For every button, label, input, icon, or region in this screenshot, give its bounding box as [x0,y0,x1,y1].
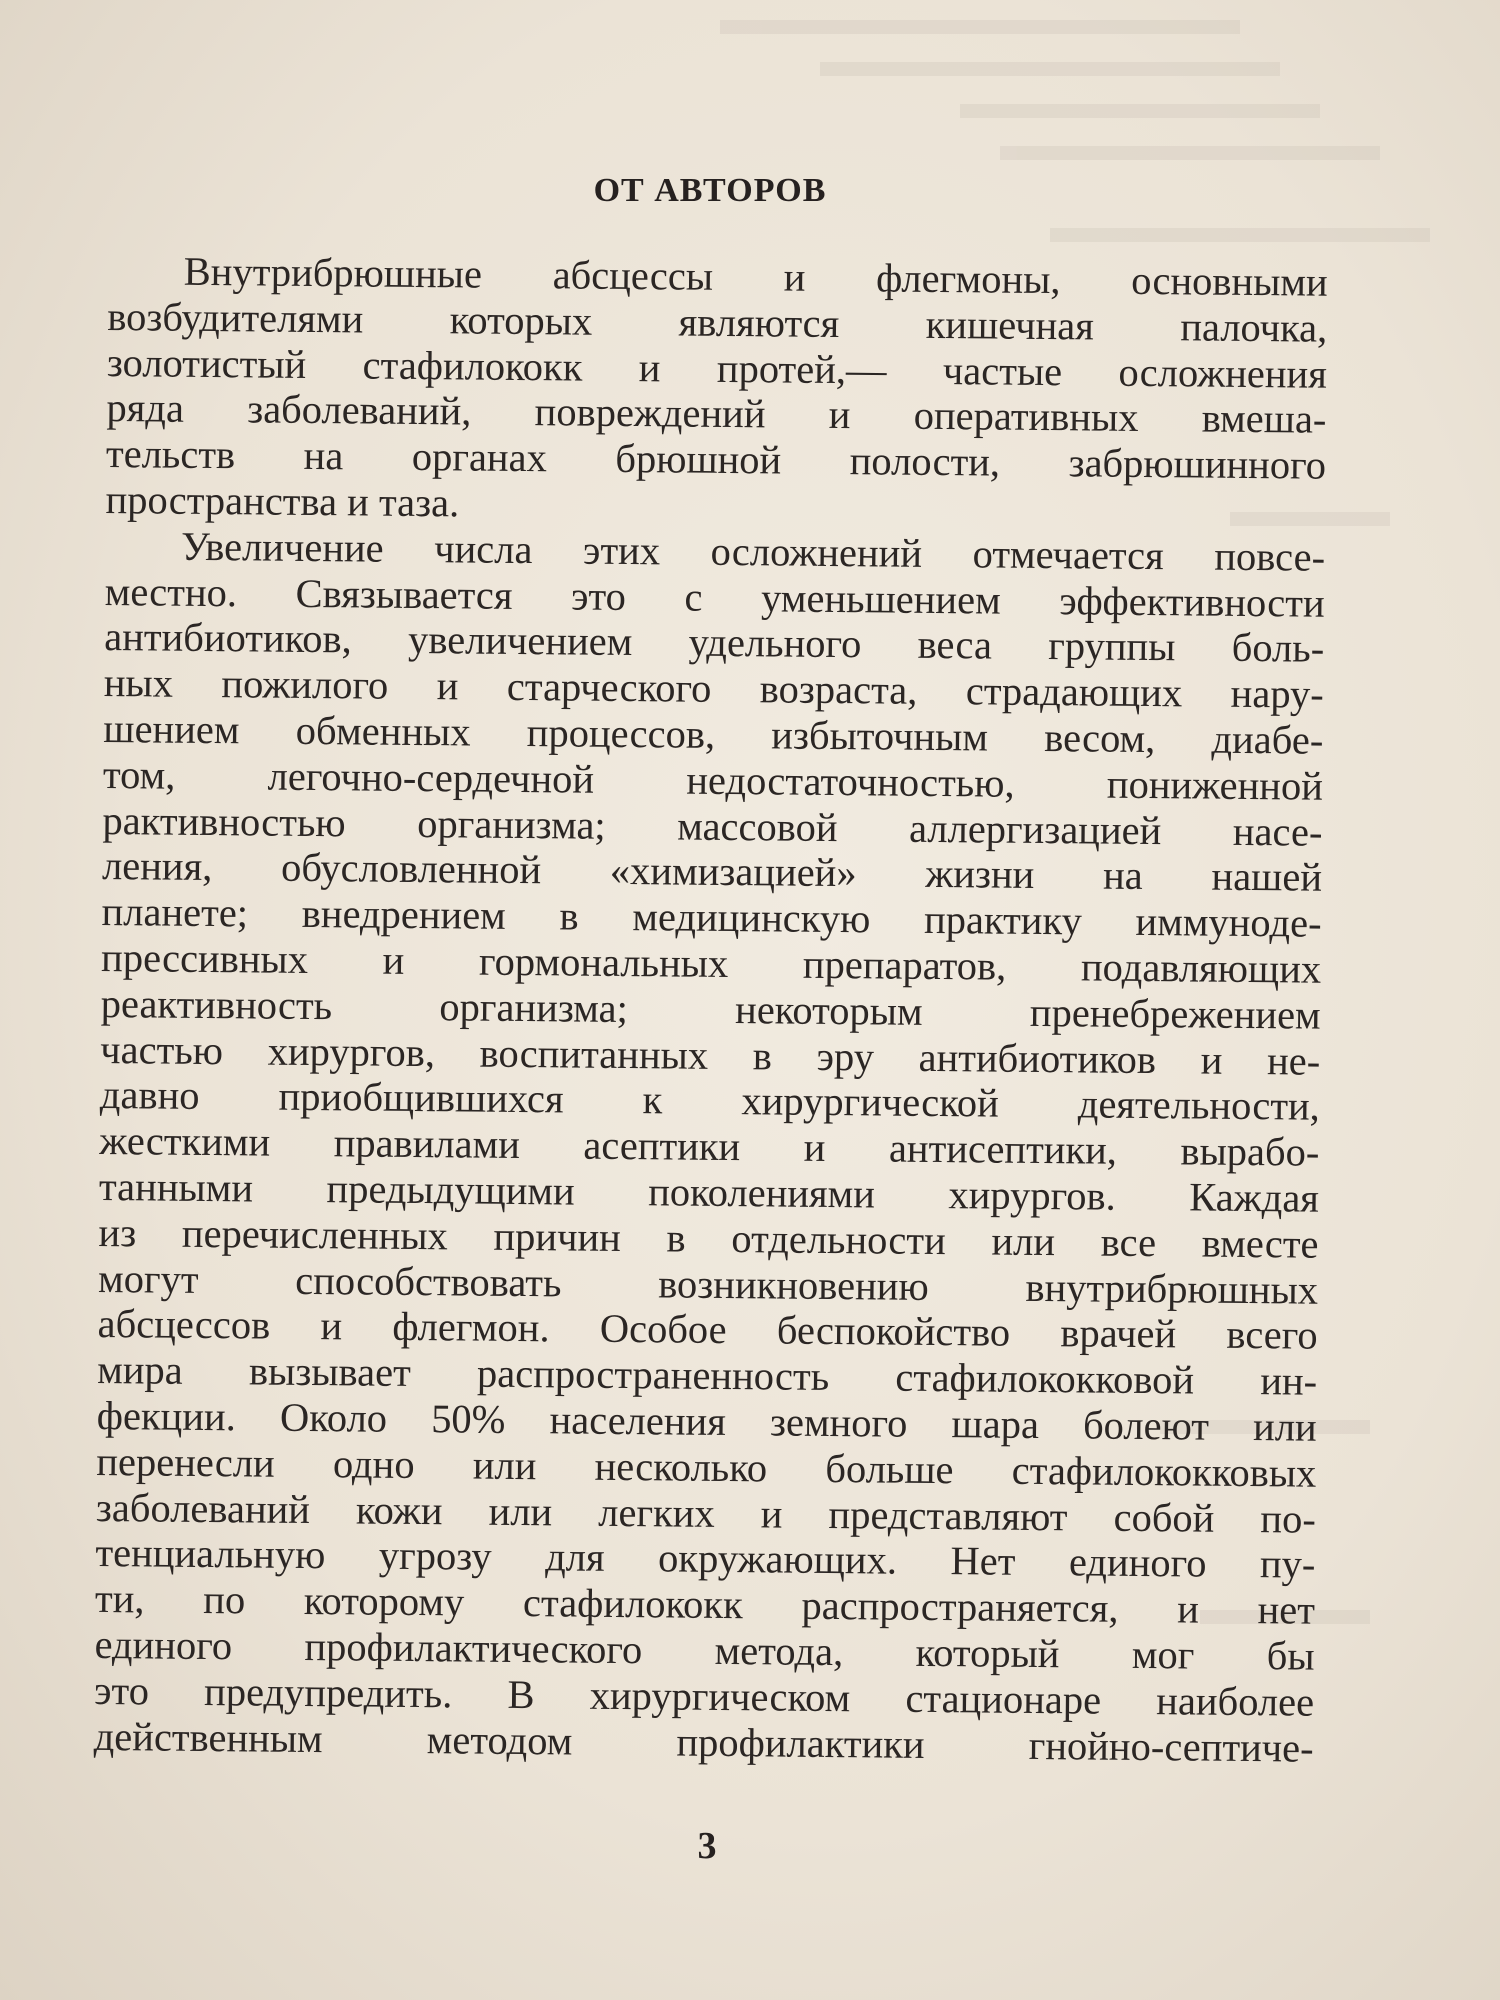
show-through-line [820,62,1280,76]
text-line: ти, по которому стафилококк распространяется, и нет [94,1576,1316,1633]
text-line: это предупредить. В хирургическом стационаре наиболее [93,1667,1315,1725]
text-line: планете; внедрением в медицинскую практику иммуноде- [101,889,1322,946]
text-line: действенным методом профилактики гнойно-септиче- [93,1713,1314,1771]
page-number: 3 [697,1825,717,1867]
text-line: Увеличение числа этих осложнений отмечается повсе- [180,523,1326,580]
text-line: Внутрибрюшные абсцессы и флегмоны, основными [183,248,1328,305]
show-through-line [720,20,1240,34]
text-line: давно приобщившихся к хирургической деятельности, [99,1072,1321,1130]
paragraph [93,523,1325,1771]
text-line: из перечисленных причин в отдельности или все вместе [98,1209,1319,1267]
text-line: мира вызывает распространенность стафилококковой ин- [97,1347,1318,1404]
show-through-line [1000,146,1380,160]
text-line: жесткими правилами асептики и антисептики, вырабо- [99,1118,1320,1175]
text-line: шением обменных процессов, избыточным весом, диабе- [103,705,1324,763]
text-line: заболеваний кожи или легких и представляют собой по- [95,1484,1317,1542]
text-line: тенциальную угрозу для окружающих. Нет единого пу- [95,1530,1316,1587]
text-line: частью хирургов, воспитанных в эру антибиотиков и не- [100,1026,1321,1084]
section-heading: ОТ АВТОРОВ [593,172,827,209]
text-line: ных пожилого и старческого возраста, страдающих нару- [103,660,1324,717]
show-through-line [960,104,1320,118]
text-line: пространства и таза. [105,476,460,526]
text-line: том, легочно-сердечной недостаточностью, пониженной [102,751,1324,809]
text-line: тельств на органах брюшной полости, забрюшинного [105,431,1327,488]
show-through-line [1050,228,1430,242]
text-line: могут способствовать возникновению внутрибрюшных [97,1255,1319,1313]
text-line: ряда заболеваний, повреждений и оперативных вмеша- [106,385,1327,443]
text-line: реактивность организма; некоторым пренебрежением [100,980,1321,1038]
text-line: танными предыдущими поколениями хирургов. Каждая [98,1163,1320,1221]
text-line: абсцессов и флегмон. Особое беспокойство врачей всего [97,1301,1318,1358]
text-line: антибиотиков, увеличением удельного веса группы боль- [104,614,1325,672]
text-line: рактивностью организма; массовой аллергизацией насе- [102,797,1323,855]
text-line: прессивных и гормональных препаратов, подавляющих [100,934,1322,992]
text-line: единого профилактического метода, который мог бы [94,1621,1315,1679]
text-line: возбудителями которых являются кишечная палочка, [107,293,1328,351]
text-line: местно. Связывается это с уменьшением эффективности [104,568,1325,626]
text-line: золотистый стафилококк и протей,— частые осложнения [106,339,1328,397]
paragraph [105,248,1328,534]
body-text [93,248,1327,1771]
text-line: ления, обусловленной «химизацией» жизни на нашей [101,843,1323,901]
text-line: фекции. Около 50% населения земного шара болеют или [96,1392,1317,1450]
text-line: перенесли одно или несколько больше стафилококковых [96,1438,1317,1496]
